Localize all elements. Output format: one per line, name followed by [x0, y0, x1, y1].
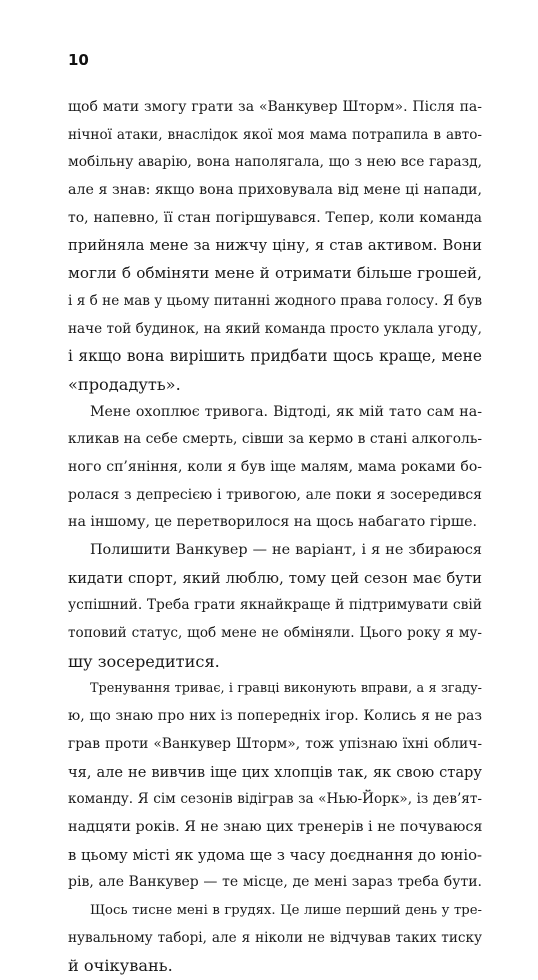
text-line: і якщо вона вирішить придбати щось краще, мене	[68, 347, 482, 366]
text-line: наче той будинок, на який команда просто уклала угоду,	[68, 320, 482, 337]
text-line: кликав на себе смерть, сівши за кермо в стані алкоголь-	[68, 431, 482, 448]
text-line: рів, але Ванкувер — те місце, де мені зараз треба бути.	[68, 874, 482, 891]
text-line: на іншому, це перетворилося на щось набагато гірше.	[68, 514, 477, 531]
text-line: прийняла мене за нижчу ціну, я став активом. Вони	[68, 237, 482, 255]
paragraph	[68, 94, 482, 399]
text-line: мобільну аварію, вона наполягала, що з нею все гаразд,	[68, 154, 482, 171]
paragraph	[68, 537, 482, 675]
text-line: Полишити Ванкувер — не варіант, і я не збираюся	[90, 542, 482, 558]
text-line: команду. Я сім сезонів відіграв за «Нью-Йорк», із дев’ят-	[68, 791, 482, 808]
text-line: надцяти років. Я не знаю цих тренерів і не почуваюся	[68, 818, 482, 835]
paragraph	[68, 399, 482, 537]
text-line: шу зосередитися.	[68, 651, 220, 671]
text-line: в цьому місті як удома ще з часу доєднання до юніо-	[68, 846, 482, 864]
text-line: Щось тисне мені в грудях. Це лише перший день у тре-	[90, 902, 482, 918]
text-line: кидати спорт, який люблю, тому цей сезон має бути	[68, 569, 482, 587]
paragraph	[68, 675, 482, 897]
text-line: й очікувань.	[68, 956, 173, 976]
text-line: «продадуть».	[68, 374, 181, 394]
text-line: щоб мати змогу грати за «Ванкувер Шторм». Після па-	[68, 99, 482, 115]
text-line: Тренування триває, і гравці виконують вправи, а я згаду-	[90, 681, 482, 697]
text-line: Мене охоплює тривога. Відтоді, як мій тато сам на-	[90, 403, 482, 420]
text-line: ролася з депресією і тривогою, але поки я зосередився	[68, 486, 482, 503]
text-line: ного сп’яніння, коли я був іще малям, мама роками бо-	[68, 458, 482, 475]
body-text	[68, 94, 482, 980]
text-line: ю, що знаю про них із попередніх ігор. Колись я не раз	[68, 708, 482, 725]
text-line: топовий статус, щоб мене не обміняли. Цього року я му-	[68, 625, 482, 642]
text-line: грав проти «Ванкувер Шторм», тож упізнаю їхні облич-	[68, 735, 482, 752]
text-line: успішний. Треба грати якнайкраще й підтримувати свій	[68, 597, 482, 614]
text-line: то, напевно, її стан погіршувався. Тепер, коли команда	[68, 209, 482, 226]
paragraph	[68, 897, 482, 980]
text-line: нувальному таборі, але я ніколи не відчував таких тиску	[68, 929, 482, 946]
text-line: але я знав: якщо вона приховувала від мене ці напади,	[68, 182, 482, 199]
text-line: і я б не мав у цьому питанні жодного права голосу. Я був	[68, 292, 482, 309]
text-line: нічної атаки, внаслідок якої моя мама потрапила в авто-	[68, 126, 482, 143]
page-number: 10	[68, 51, 89, 69]
text-line: могли б обміняти мене й отримати більше грошей,	[68, 264, 482, 283]
text-line: чя, але не вивчив іще цих хлопців так, як свою стару	[68, 763, 482, 781]
